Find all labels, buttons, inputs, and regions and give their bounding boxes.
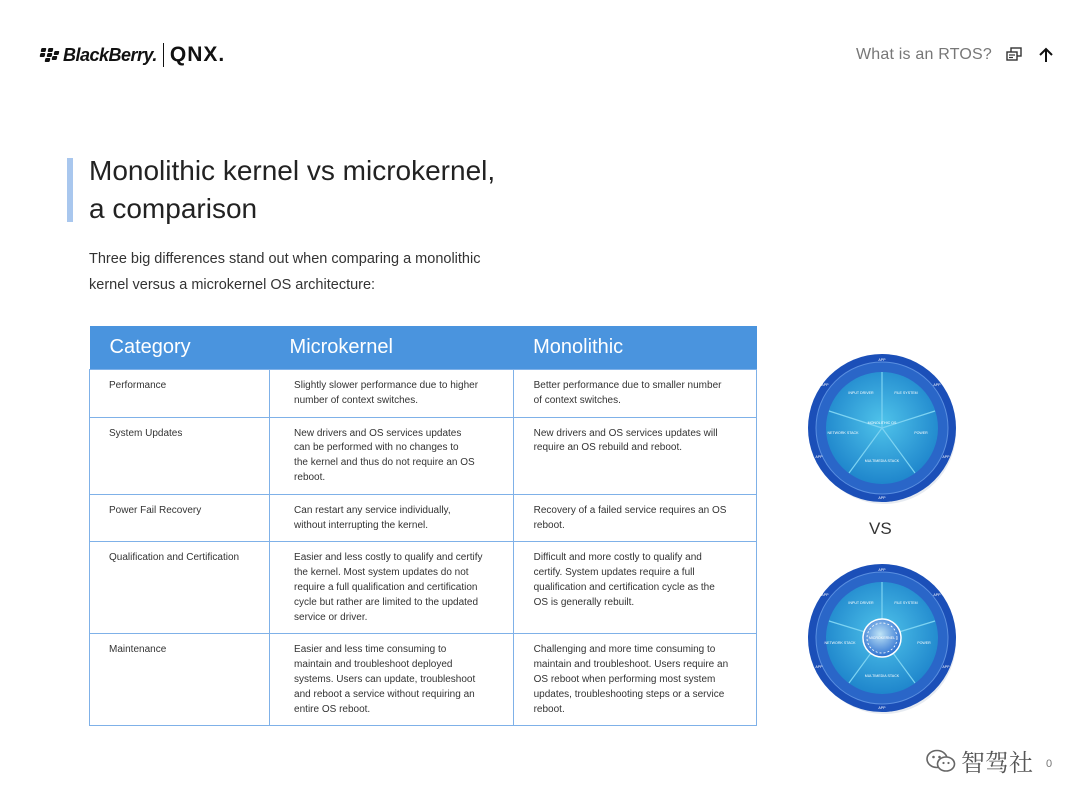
watermark-text: 智驾社 [961,750,1033,777]
cell-text-line: Can restart any service individually, [294,504,451,516]
center-microkernel: MICROKERNEL [868,636,896,640]
segment-network-stack: NETWORK STACK [827,431,859,435]
cell-text-line: reboot. [294,471,326,483]
cell-text-line: without interrupting the kernel. [294,519,429,531]
title-line-2: a comparison [89,193,258,224]
cell-text-line: the kernel. Most system updates do not [294,567,469,579]
top-nav [856,45,1056,65]
cell-text-line: Challenging and more time consuming to [533,644,716,656]
cell-text-line: Easier and less time consuming to [294,644,447,656]
segment-multimedia-stack: MULTIMEDIA STACK [864,674,900,678]
nav-link-what-is-rtos[interactable]: What is an RTOS? [856,46,992,63]
title-accent-bar [67,158,73,222]
cell-monolithic [513,634,756,726]
vs-label: VS [869,519,892,538]
cell-text-line: cycle but rather are limited to the updated [294,596,479,608]
outer-app-label: APP [815,455,823,459]
intro-line-2: kernel versus a microkernel OS architecture: [89,277,376,293]
cell-text-line: maintain and troubleshoot. Users require an [533,659,729,671]
segment-file-system: FILE SYSTEM [894,391,918,395]
cell-text-line: Difficult and more costly to qualify and [533,552,702,564]
cell-text-line: the kernel and thus do not require an OS [294,457,475,469]
outer-app-label: APP [942,665,950,669]
cell-text-line: New drivers and OS services updates will [533,427,718,439]
cell-microkernel [270,542,514,634]
outer-app-label: APP [933,593,941,597]
outer-app-label: APP [815,665,823,669]
table-row [90,634,757,726]
outer-app-label: APP [878,358,886,362]
cell-category: System Updates [90,417,270,494]
table-row [90,417,757,494]
cell-text-line: systems. Users can update, troubleshoot [294,673,476,685]
segment-multimedia-stack: MULTIMEDIA STACK [864,459,900,463]
logo-qnx-text: QNX. [169,43,226,66]
blackberry-logo-icon [40,47,60,63]
cell-text-line: and reboot a service without requiring an [294,688,475,700]
segment-network-stack: NETWORK STACK [824,641,856,645]
microkernel-diagram [806,562,958,714]
cell-text-line: Slightly slower performance due to higher [294,380,479,391]
comparison-table [89,326,757,726]
segment-file-system: FILE SYSTEM [894,601,918,605]
outer-app-label: APP [878,706,886,710]
cell-text-line: of context switches. [533,394,621,406]
table-row [90,542,757,634]
cell-microkernel [270,494,514,542]
page-title [89,152,549,228]
header-microkernel: Microkernel [270,326,514,370]
cell-text-line: qualification and certification cycle as the [533,581,715,593]
cell-microkernel [270,417,514,494]
title-line-1: Monolithic kernel vs microkernel, [89,155,496,186]
segment-input-driver: INPUT DRIVER [848,391,874,395]
outer-app-label: APP [942,455,950,459]
cell-monolithic [513,542,756,634]
cell-text-line: Easier and less costly to qualify and certify [294,552,483,564]
table-row [90,494,757,542]
intro-line-1: Three big differences stand out when comparing a monolithic [89,251,481,267]
cell-text-line: New drivers and OS services updates [294,427,462,439]
cell-monolithic [513,370,756,418]
outer-app-label: APP [933,383,941,387]
outer-app-label: APP [821,383,829,387]
cell-text-line: certify. System updates require a full [533,567,695,579]
monolithic-os-diagram [806,352,958,504]
cell-text-line: updates, troubleshooting steps or a service [533,688,725,700]
cell-monolithic [513,494,756,542]
cell-text-line: service or driver. [294,611,368,623]
table-header-row [90,326,757,370]
cell-text-line: OS is generally rebuilt. [533,596,635,608]
page-number: 0 [1046,758,1053,770]
cell-category: Qualification and Certification [90,542,270,634]
cell-text-line: Recovery of a failed service requires an OS [533,504,727,516]
cell-microkernel [270,634,514,726]
cell-text-line: can be performed with no changes to [294,442,459,454]
wechat-icon [925,747,957,775]
cell-text-line: entire OS reboot. [294,703,371,715]
segment-power: POWER [914,431,928,435]
cell-text-line: Better performance due to smaller number [533,380,722,391]
outer-app-label: APP [878,568,886,572]
cell-text-line: require an OS rebuild and reboot. [533,442,683,454]
center-monolithic-os: MONOLITHIC OS [867,421,897,425]
table-body [90,370,757,726]
segment-power: POWER [917,641,931,645]
cell-text-line: reboot. [533,703,565,715]
header-category: Category [90,326,270,370]
cell-text-line: require a full qualification and certification [294,581,478,593]
cell-text-line: OS reboot when performing most system [533,673,716,685]
cell-monolithic [513,417,756,494]
watermark [925,743,1053,778]
slides-icon[interactable] [1004,45,1024,65]
segment-input-driver: INPUT DRIVER [848,601,874,605]
arrow-up-icon[interactable] [1036,45,1056,65]
outer-app-label: APP [878,496,886,500]
cell-text-line: maintain and troubleshoot deployed [294,659,453,671]
logo-divider [163,43,164,67]
cell-microkernel [270,370,514,418]
cell-category: Maintenance [90,634,270,726]
intro-paragraph [89,246,529,298]
logo-blackberry-text: BlackBerry. [63,44,157,65]
cell-category: Performance [90,370,270,418]
brand-logo[interactable] [40,40,225,70]
header-monolithic: Monolithic [513,326,756,370]
table-row [90,370,757,418]
outer-app-label: APP [821,593,829,597]
cell-text-line: reboot. [533,519,565,531]
cell-text-line: number of context switches. [294,394,418,406]
cell-category: Power Fail Recovery [90,494,270,542]
